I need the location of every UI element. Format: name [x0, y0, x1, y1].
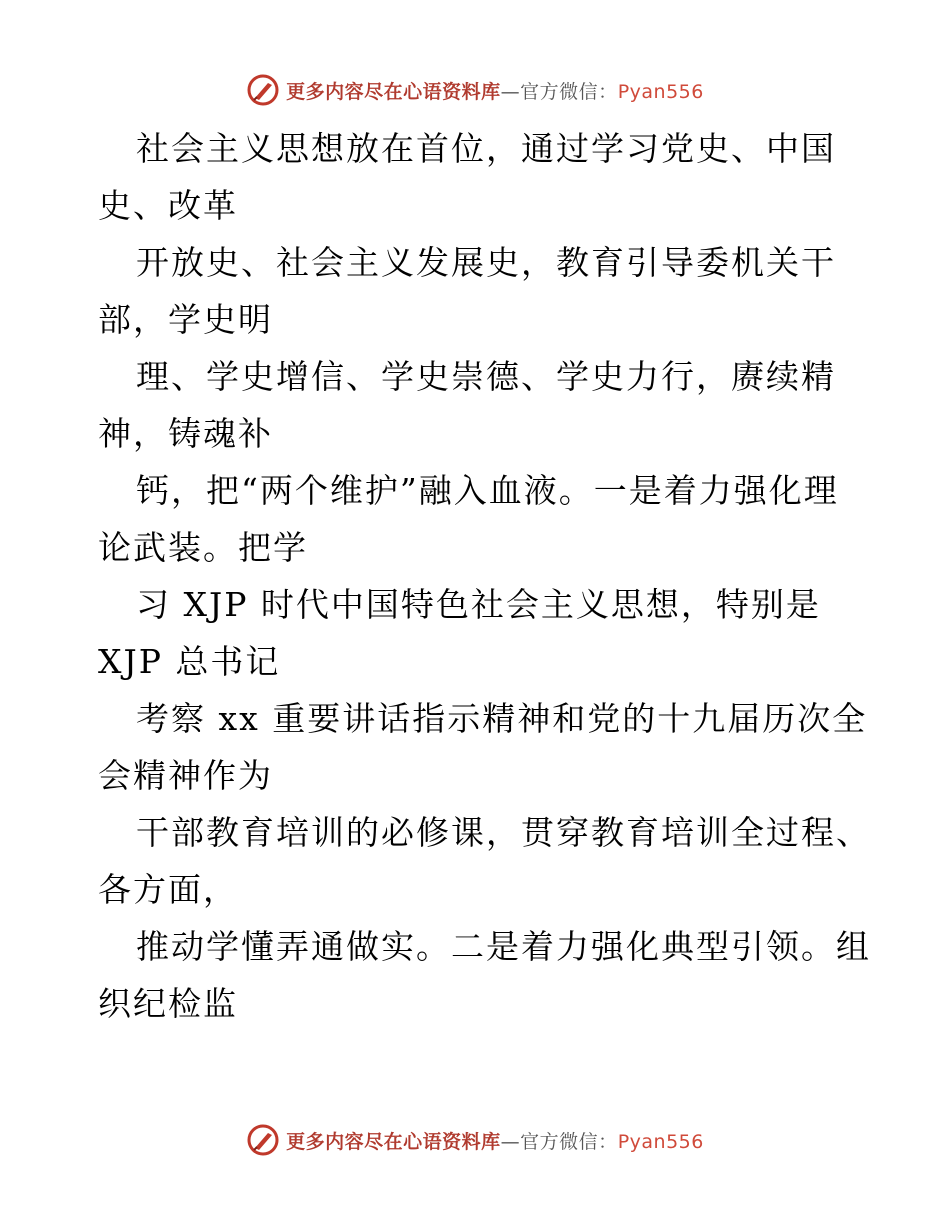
text-line: 开放史、社会主义发展史，教育引导委机关干	[136, 243, 836, 282]
text-line: 推动学懂弄通做实。二是着力强化典型引领。组	[136, 927, 871, 966]
watermark-text: 更多内容尽在心语资料库—官方微信：Pyan556	[286, 80, 704, 103]
text-line: 钙，把“两个维护”融入血液。一是着力强化理	[136, 471, 839, 510]
text-line: 论武装。把学	[98, 528, 308, 567]
text-line: 理、学史增信、学史崇德、学史力行，赓续精	[136, 357, 836, 396]
text-line: 会精神作为	[98, 756, 273, 795]
text-line: 干部教育培训的必修课，贯穿教育培训全过程、	[136, 813, 871, 852]
quill-pen-logo-icon	[246, 73, 280, 107]
text-line: XJP 总书记	[98, 642, 281, 681]
text-line: 部，学史明	[98, 300, 273, 339]
text-line: 织纪检监	[98, 984, 238, 1023]
header-watermark	[0, 70, 950, 110]
quill-pen-logo-icon	[246, 1123, 280, 1157]
text-line: 各方面，	[98, 870, 238, 909]
document-body	[98, 120, 871, 1032]
text-line: 社会主义思想放在首位，通过学习党史、中国	[136, 129, 836, 168]
text-line: 考察 xx 重要讲话指示精神和党的十九届历次全	[136, 699, 868, 738]
footer-watermark	[0, 1120, 950, 1160]
text-line: 神，铸魂补	[98, 414, 273, 453]
text-line: 习 XJP 时代中国特色社会主义思想，特别是	[136, 585, 821, 624]
watermark-text: 更多内容尽在心语资料库—官方微信：Pyan556	[286, 1130, 704, 1153]
text-line: 史、改革	[98, 186, 238, 225]
